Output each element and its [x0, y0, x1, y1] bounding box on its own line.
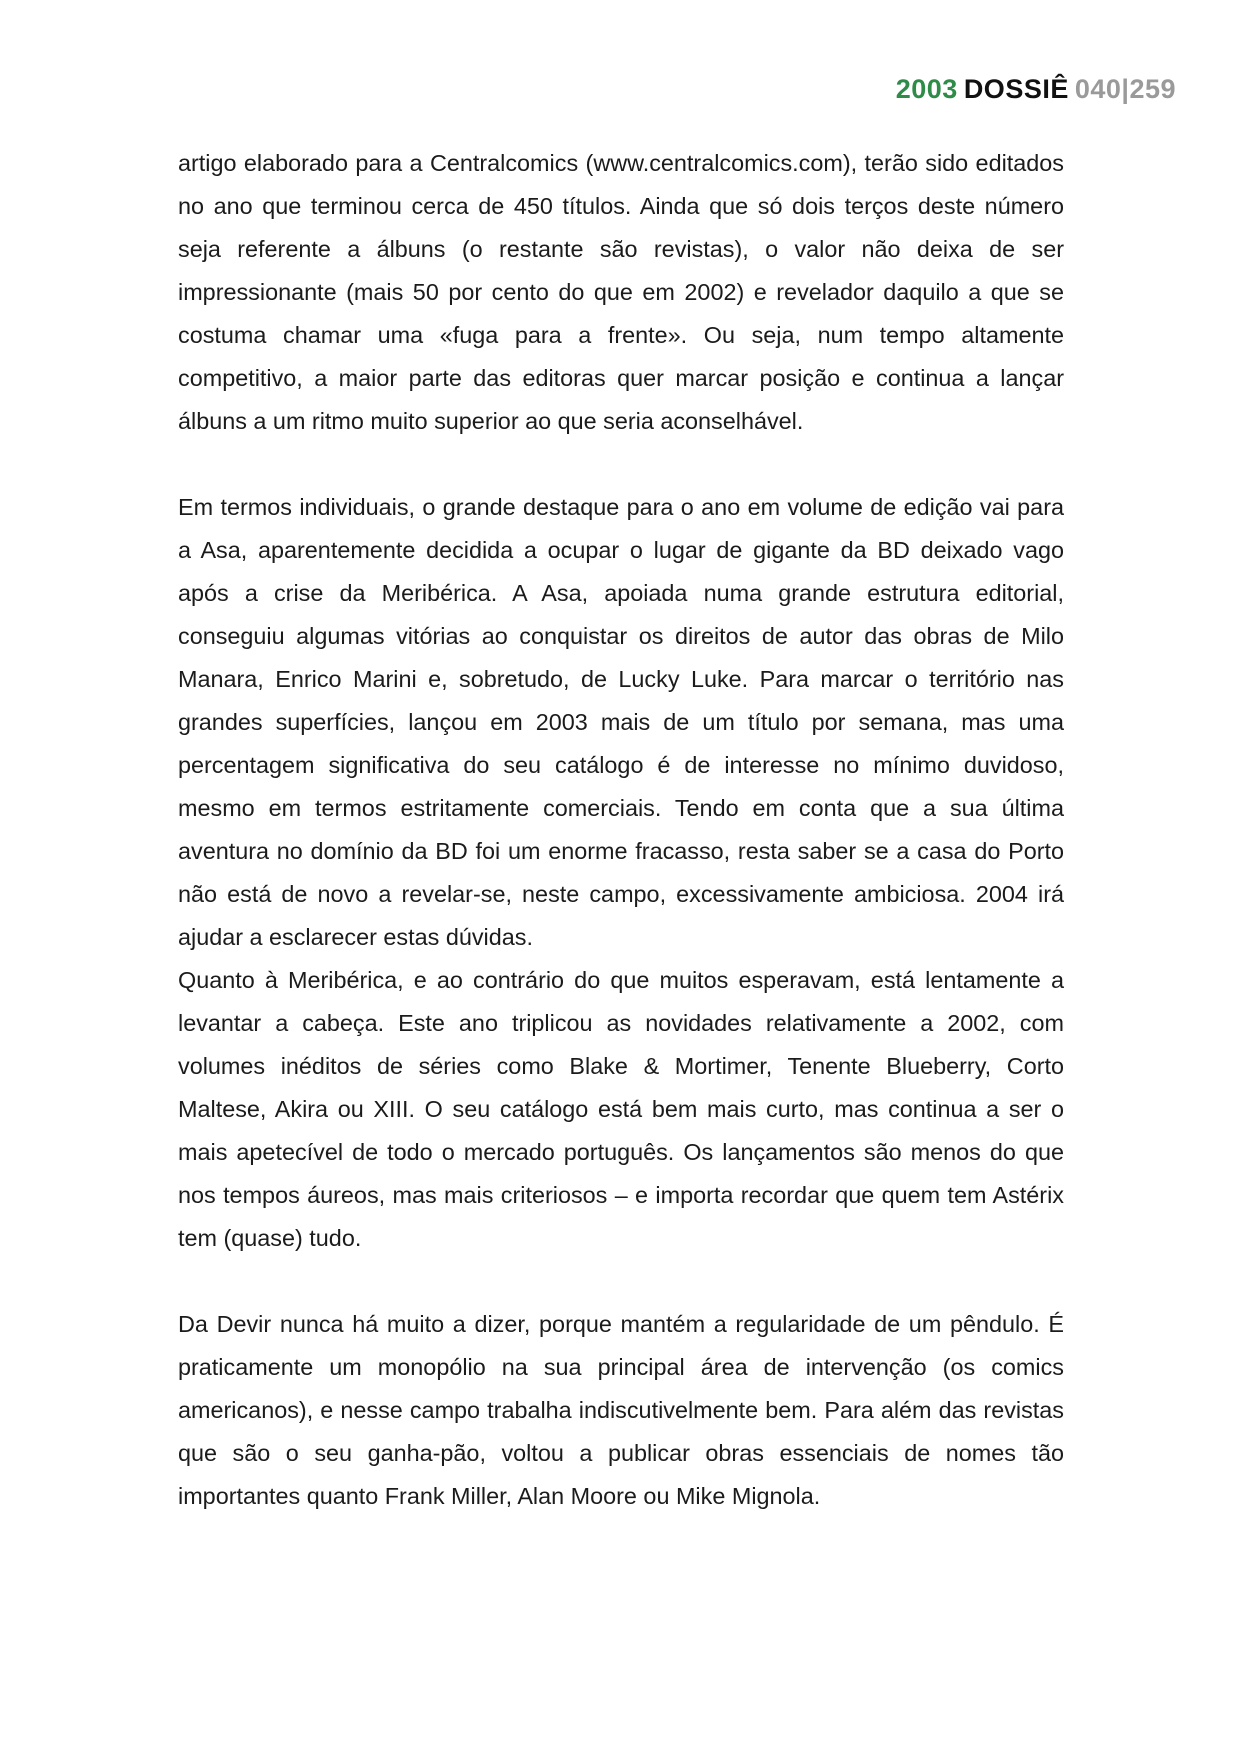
header-page-number: 040|259 [1074, 74, 1176, 104]
header-section-label: DOSSIÊ [963, 74, 1069, 104]
article-body [178, 142, 1064, 1518]
header-year: 2003 [895, 74, 958, 104]
paragraph-spacer [178, 1260, 1064, 1303]
paragraph-spacer [178, 443, 1064, 486]
page-header [896, 74, 1176, 105]
paragraph-4: Da Devir nunca há muito a dizer, porque mantém a regularidade de um pêndulo. É praticamente um monopólio na sua principal área de intervenção (os comics americanos), e nesse campo trabalha indiscutivelmente bem. Para além das revistas que são o seu ganha-pão, voltou a publicar obras essenciais de nomes tão importantes quanto Frank Miller, Alan Moore ou Mike Mignola. [178, 1311, 1064, 1509]
paragraph-3: Quanto à Meribérica, e ao contrário do que muitos esperavam, está lentamente a levantar a cabeça. Este ano triplicou as novidades relativamente a 2002, com volumes inéditos de séries como Blake & Mortimer, Tenente Blueberry, Corto Maltese, Akira ou XIII. O seu catálogo está bem mais curto, mas continua a ser o mais apetecível de todo o mercado português. Os lançamentos são menos do que nos tempos áureos, mas mais criteriosos – e importa recordar que quem tem Astérix tem (quase) tudo. [178, 967, 1064, 1251]
paragraph-2: Em termos individuais, o grande destaque para o ano em volume de edição vai para a Asa, aparentemente decidida a ocupar o lugar de gigante da BD deixado vago após a crise da Meribérica. A Asa, apoiada numa grande estrutura editorial, conseguiu algumas vitórias ao conquistar os direitos de autor das obras de Milo Manara, Enrico Marini e, sobretudo, de Lucky Luke. Para marcar o território nas grandes superfícies, lançou em 2003 mais de um título por semana, mas uma percentagem significativa do seu catálogo é de interesse no mínimo duvidoso, mesmo em termos estritamente comerciais. Tendo em conta que a sua última aventura no domínio da BD foi um enorme fracasso, resta saber se a casa do Porto não está de novo a revelar-se, neste campo, excessivamente ambiciosa. 2004 irá ajudar a esclarecer estas dúvidas. [178, 494, 1064, 950]
paragraph-1: artigo elaborado para a Centralcomics (www.centralcomics.com), terão sido editados no ano que terminou cerca de 450 títulos. Ainda que só dois terços deste número seja referente a álbuns (o restante são revistas), o valor não deixa de ser impressionante (mais 50 por cento do que em 2002) e revelador daquilo a que se costuma chamar uma «fuga para a frente». Ou seja, num tempo altamente competitivo, a maior parte das editoras quer marcar posição e continua a lançar álbuns a um ritmo muito superior ao que seria aconselhável. [178, 150, 1064, 434]
